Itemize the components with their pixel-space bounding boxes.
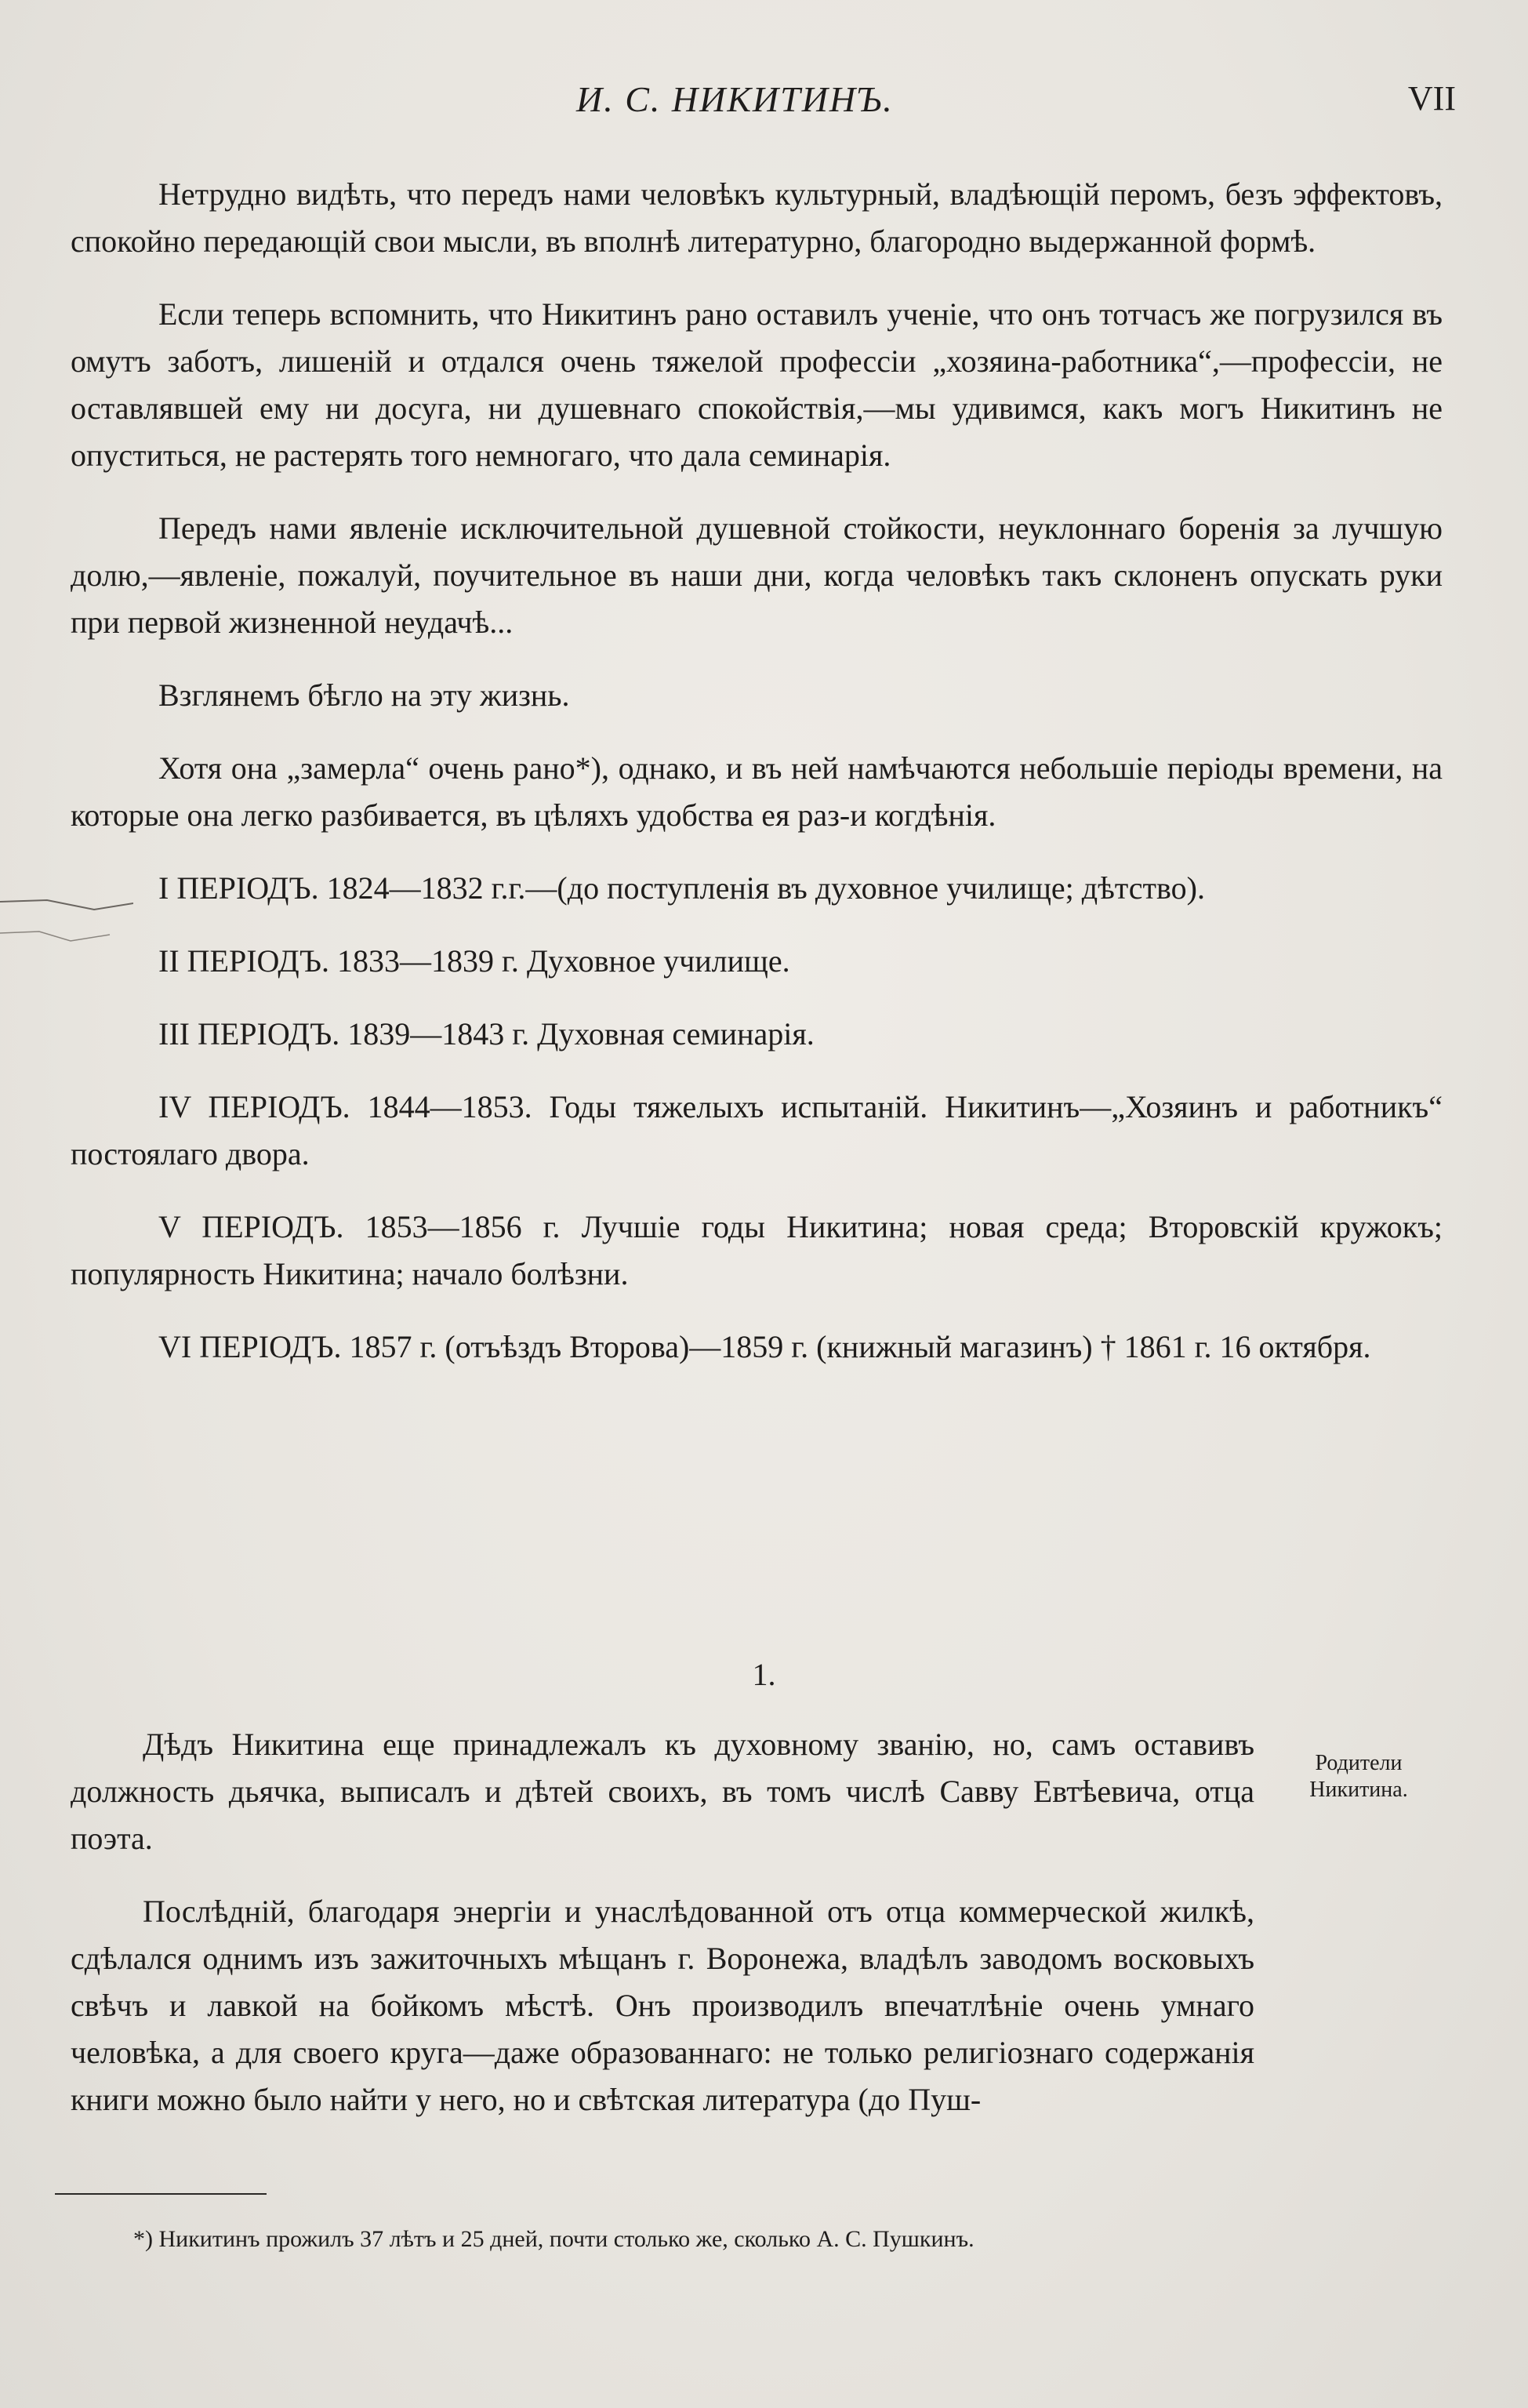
paragraph: Послѣдній, благодаря энергіи и унаслѣдованной отъ отца коммерческой жилкѣ, сдѣлался однимъ изъ зажиточныхъ мѣщанъ г. Воронежа, владѣлъ заводомъ восковыхъ свѣчъ и лавкой на бойкомъ мѣстѣ. Онъ производилъ впечатлѣніе очень умнаго человѣка, а для своего круга—даже образованнаго: не только религіознаго содержанія книги можно было найти у него, но и свѣтская литература (до Пуш- — [71, 1894, 1254, 2117]
paragraph: Если теперь вспомнить, что Никитинъ рано оставилъ ученіе, что онъ тотчасъ же погрузился въ омутъ заботъ, лишеній и отдался очень тяжелой профессіи „хозяина-работника“,—профессіи, не оставлявшей ему ни досуга, ни душевнаго спокойствія,—мы удивимся, какъ могъ Никитинъ не опуститься, не растерять того немногаго, что дала семинарія. — [71, 296, 1443, 473]
period-entry: IV ПЕРІОДЪ. 1844—1853. Годы тяжелыхъ испытаній. Никитинъ—„Хозяинъ и работникъ“ постоялаго двора. — [71, 1089, 1443, 1171]
running-title: И. С. НИКИТИНЪ. — [576, 79, 894, 119]
period-entry: II ПЕРІОДЪ. 1833—1839 г. Духовное училище. — [158, 943, 790, 979]
paragraph: Хотя она „замерла“ очень рано*), однако, и въ ней намѣчаются небольшіе періоды времени, на которые она легко разбивается, въ цѣляхъ удобства ея раз-и когдѣнія. — [71, 750, 1443, 833]
section-number: 1. — [752, 1657, 776, 1692]
main-text — [71, 171, 1443, 1396]
period-entry: VI ПЕРІОДЪ. 1857 г. (отъѣздъ Второва)—1859 г. (книжный магазинъ) † 1861 г. 16 октября. — [158, 1329, 1371, 1364]
paragraph: Взглянемъ бѣгло на эту жизнь. — [158, 677, 570, 713]
page-header — [0, 78, 1528, 125]
footnote-divider — [55, 2193, 267, 2195]
page-number: VII — [1407, 79, 1456, 118]
paragraph: Передъ нами явленіе исключительной душевной стойкости, неуклоннаго боренія за лучшую долю,—явленіе, пожалуй, поучительное въ наши дни, когда человѣкъ такъ склоненъ опускать руки при первой жизненной неудачѣ... — [71, 510, 1443, 640]
period-entry: V ПЕРІОДЪ. 1853—1856 г. Лучшіе годы Никитина; новая среда; Второвскій кружокъ; популярность Никитина; начало болѣзни. — [71, 1209, 1443, 1291]
paragraph: Нетрудно видѣть, что передъ нами человѣкъ культурный, владѣющій перомъ, безъ эффектовъ, спокойно передающій свои мысли, въ вполнѣ литературно, благородно выдержанной формѣ. — [71, 176, 1443, 259]
section-text — [71, 1721, 1254, 2149]
period-entry: I ПЕРІОДЪ. 1824—1832 г.г.—(до поступленія въ духовное училище; дѣтство). — [158, 870, 1205, 906]
period-entry: III ПЕРІОДЪ. 1839—1843 г. Духовная семинарія. — [158, 1016, 815, 1051]
paragraph: Дѣдъ Никитина еще принадлежалъ къ духовному званію, но, самъ оставивъ должность дьячка, выписалъ и дѣтей своихъ, въ томъ числѣ Савву Евтѣевича, отца поэта. — [71, 1727, 1254, 1856]
margin-note: Родители Никитина. — [1309, 1751, 1408, 1802]
footnote: *) Никитинъ прожилъ 37 лѣтъ и 25 дней, почти столько же, сколько А. С. Пушкинъ. — [133, 2226, 975, 2252]
